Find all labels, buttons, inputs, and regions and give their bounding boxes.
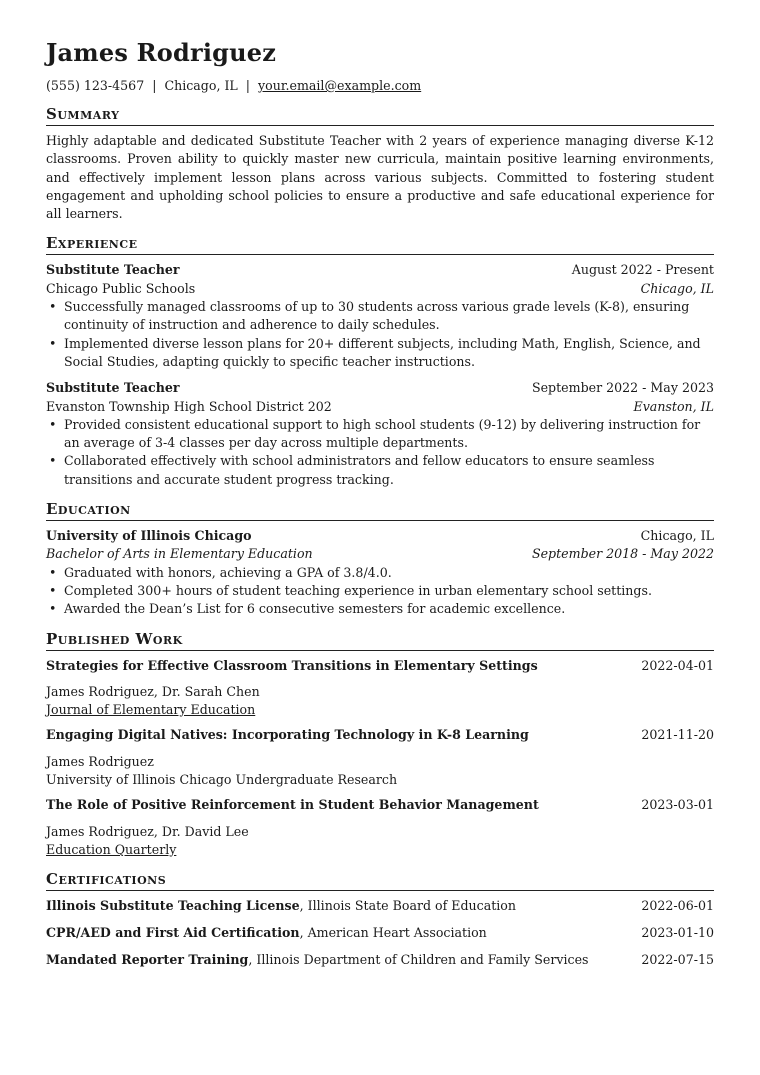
certification-name: Illinois Substitute Teaching License: [46, 898, 300, 914]
bullet-item: • Implemented diverse lesson plans for 20+ different subjects, including Math, English, Science, and Social Studies, adapting quickly to specific teacher instructions.: [64, 335, 714, 372]
job-organization: Chicago Public Schools: [46, 280, 196, 296]
school-name: University of Illinois Chicago: [46, 528, 252, 544]
resume-page: [46, 0, 714, 969]
publication-entry: [46, 657, 714, 720]
location: Chicago, IL: [164, 78, 238, 93]
publication-entry: [46, 726, 714, 789]
job-role: Substitute Teacher: [46, 262, 180, 278]
certification-date: 2022-06-01: [641, 898, 714, 914]
section-title-certifications: Certifications: [46, 871, 714, 891]
job-bullets: [46, 416, 714, 489]
job-bullets: [46, 298, 714, 371]
job-dates: August 2022 - Present: [571, 262, 714, 278]
section-title-education: Education: [46, 501, 714, 521]
summary-text: Highly adaptable and dedicated Substitute Teacher with 2 years of experience managing diverse K-12 classrooms. Proven ability to quickly master new curricula, maintain positive learning environments, and effectively implement lesson plans across various subjects. Committed to fostering student engagement and upholding school policies to ensure a productive and safe educational experience for all learners.: [46, 133, 714, 222]
education-bullets: [46, 564, 714, 619]
publication-authors: James Rodriguez, Dr. David Lee: [46, 823, 249, 839]
publication-venue: University of Illinois Chicago Undergraduate Research: [46, 772, 398, 788]
publication-venue-link[interactable]: Journal of Elementary Education: [46, 702, 256, 718]
email-link[interactable]: your.email@example.com: [258, 78, 422, 93]
job-role: Substitute Teacher: [46, 380, 180, 396]
bullet-item: • Provided consistent educational support to high school students (9-12) by delivering instruction for an average of 3-4 classes per day across multiple departments.: [64, 416, 714, 453]
section-title-published-work: Published Work: [46, 631, 714, 651]
certification-issuer: , Illinois State Board of Education: [299, 898, 516, 914]
section-title-experience: Experience: [46, 235, 714, 255]
education-dates: September 2018 - May 2022: [531, 546, 714, 562]
bullet-item: • Collaborated effectively with school administrators and fellow educators to ensure seamless transitions and accurate student progress tracking.: [64, 452, 714, 489]
experience-entry: [46, 379, 714, 489]
job-location: Evanston, IL: [633, 398, 714, 414]
phone-number: (555) 123-4567: [46, 78, 145, 93]
certification-entry: [46, 951, 714, 969]
publication-authors: James Rodriguez: [46, 753, 154, 769]
contact-separator: |: [152, 78, 157, 93]
publication-entry: [46, 796, 714, 859]
certification-entry: [46, 897, 714, 915]
certification-name: Mandated Reporter Training: [46, 951, 249, 967]
job-organization: Evanston Township High School District 202: [46, 398, 332, 414]
education-entry: [46, 527, 714, 618]
school-location: Chicago, IL: [640, 528, 714, 544]
publication-date: 2022-04-01: [641, 657, 714, 673]
publication-venue-link[interactable]: Education Quarterly: [46, 841, 177, 857]
certification-entry: [46, 924, 714, 942]
candidate-name: James Rodriguez: [46, 38, 277, 67]
publication-title: Strategies for Effective Classroom Transitions in Elementary Settings: [46, 657, 538, 673]
degree: Bachelor of Arts in Elementary Education: [46, 546, 313, 562]
job-location: Chicago, IL: [640, 280, 714, 296]
bullet-item: • Successfully managed classrooms of up to 30 students across various grade levels (K-8), ensuring continuity of instruction and adherence to daily schedules.: [64, 298, 714, 335]
certification-name: CPR/AED and First Aid Certification: [46, 925, 300, 941]
certification-issuer: , Illinois Department of Children and Family Services: [248, 951, 589, 967]
job-dates: September 2022 - May 2023: [531, 380, 714, 396]
experience-entry: [46, 261, 714, 371]
publication-date: 2023-03-01: [641, 797, 714, 813]
contact-line: [46, 77, 714, 94]
section-title-summary: Summary: [46, 106, 714, 126]
certification-date: 2022-07-15: [641, 951, 714, 967]
publication-title: The Role of Positive Reinforcement in Student Behavior Management: [46, 797, 539, 813]
publication-authors: James Rodriguez, Dr. Sarah Chen: [46, 683, 260, 699]
certification-issuer: , American Heart Association: [299, 925, 487, 941]
bullet-item: • Graduated with honors, achieving a GPA of 3.8/4.0.: [64, 564, 714, 582]
bullet-item: • Awarded the Dean’s List for 6 consecutive semesters for academic excellence.: [64, 600, 714, 618]
certification-date: 2023-01-10: [641, 925, 714, 941]
publication-date: 2021-11-20: [641, 727, 714, 743]
publication-title: Engaging Digital Natives: Incorporating Technology in K-8 Learning: [46, 727, 529, 743]
bullet-item: • Completed 300+ hours of student teaching experience in urban elementary school settings.: [64, 582, 714, 600]
contact-separator: |: [245, 78, 251, 93]
